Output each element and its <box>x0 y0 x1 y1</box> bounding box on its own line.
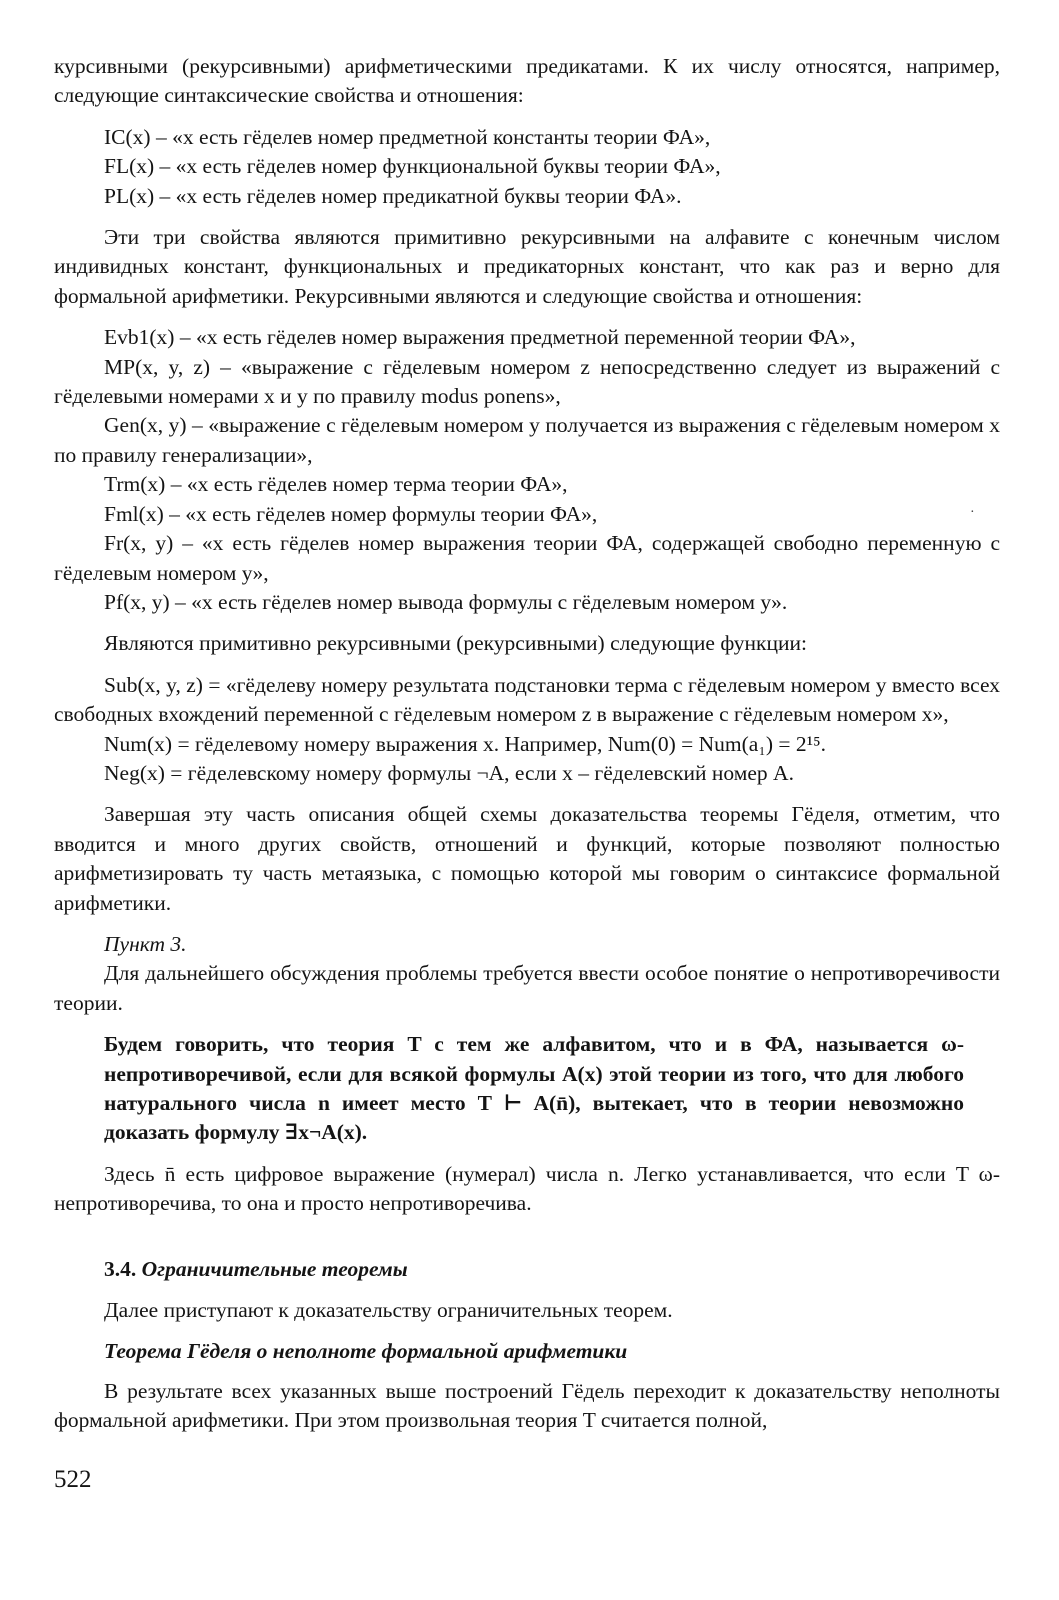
definition-evb1: Evb1(x) – «x есть гёделев номер выражения предметной переменной теории ФА», <box>104 325 856 350</box>
definition-sub: Sub(x, y, z) = «гёделеву номеру результата подстановки терма с гёделевым номером y вместо всех свободных вхождений переменной с гёделевым номером z в выражение с гёделевым номером x», <box>54 672 1000 727</box>
punkt-heading: Пункт 3. <box>104 931 187 956</box>
definition-gen: Gen(x, y) – «выражение с гёделевым номером y получается из выражения с гёделевым номером x по правилу генерализации», <box>54 413 1000 467</box>
theorem-title: Теорема Гёделя о неполноте формальной арифметики <box>104 1339 628 1364</box>
definition-trm: Trm(x) – «x есть гёделев номер терма теории ФА», <box>104 472 568 497</box>
page-number: 522 <box>54 1466 92 1493</box>
definition-pl: PL(x) – «x есть гёделев номер предикатной буквы теории ФА». <box>104 183 682 208</box>
final-paragraph: В результате всех указанных выше построений Гёдель переходит к доказательству неполноты формальной арифметики. При этом произвольная теория T считается полной, <box>54 1378 1000 1433</box>
definition-mp: MP(x, y, z) – «выражение с гёделевым номером z непосредственно следует из выражений с гёделевыми номерами x и y по правилу modus ponens», <box>54 354 1000 409</box>
conclusion-paragraph: Завершая эту часть описания общей схемы доказательства теоремы Гёделя, отметим, что вводится и много других свойств, отношений и функций, которые позволяют полностью арифметизировать ту часть метаязыка, с помощью которой мы говорим о синтаксисе формальной арифметики. <box>54 802 1000 915</box>
further-paragraph: Для дальнейшего обсуждения проблемы требуется ввести особое понятие о непротиворечивости теории. <box>54 961 1000 1015</box>
definition-fl: FL(x) – «x есть гёделев номер функциональной буквы теории ФА», <box>104 154 721 179</box>
numeral-paragraph: Здесь n̄ есть цифровое выражение (нумерал) числа n. Легко устанавливается, что если T ω-непротиворечива, то она и просто непротиворечива. <box>54 1161 1000 1216</box>
stray-dot: · <box>970 505 975 520</box>
section-number: 3.4. <box>104 1256 137 1281</box>
section-heading <box>54 1255 1000 1284</box>
definitions-list-1 <box>54 123 1000 211</box>
definitions-list-3 <box>54 671 1000 789</box>
section-title: Ограничительные теоремы <box>141 1256 408 1281</box>
page-body <box>54 52 1000 1436</box>
definition-neg: Neg(x) = гёделевскому номеру формулы ¬A, если x – гёделевский номер A. <box>104 760 794 785</box>
theorem-heading <box>54 1337 1000 1366</box>
primitive-recursive-paragraph: Эти три свойства являются примитивно рекурсивными на алфавите с конечным числом индивидных констант, функциональных и предикаторных констант, что как раз и верно для формальной арифметики. Рекурсивными являются и следующие свойства и отношения: <box>54 225 1000 308</box>
definition-fml: Fml(x) – «x есть гёделев номер формулы теории ФА», <box>104 501 598 526</box>
definition-pf: Pf(x, y) – «x есть гёделев номер вывода формулы с гёделевым номером y». <box>104 589 788 614</box>
definition-num: Num(x) = гёделевому номеру выражения x. Например, Num(0) = Num(a₁) = 2¹⁵. <box>104 731 826 756</box>
definition-ic: IC(x) – «x есть гёделев номер предметной константы теории ФА», <box>104 124 711 149</box>
definitions-list-2 <box>54 323 1000 617</box>
next-paragraph: Далее приступают к доказательству ограничительных теорем. <box>104 1298 673 1323</box>
omega-consistency-definition: Будем говорить, что теория T с тем же алфавитом, что и в ФА, называется ω-непротиворечивой, если для всякой формулы A(x) этой теории из того, что для любого натурального числа n имеет место T ⊢ A(n̄), вытекает, что в теории невозможно доказать формулу ∃x¬A(x). <box>104 1032 964 1145</box>
intro-paragraph: курсивными (рекурсивными) арифметическими предикатами. К их числу относятся, например, следующие синтаксические свойства и отношения: <box>54 54 1000 108</box>
functions-paragraph: Являются примитивно рекурсивными (рекурсивными) следующие функции: <box>104 631 807 656</box>
definition-fr: Fr(x, y) – «x есть гёделев номер выражения теории ФА, содержащей свободно переменную с гёделевым номером y», <box>54 531 1000 585</box>
